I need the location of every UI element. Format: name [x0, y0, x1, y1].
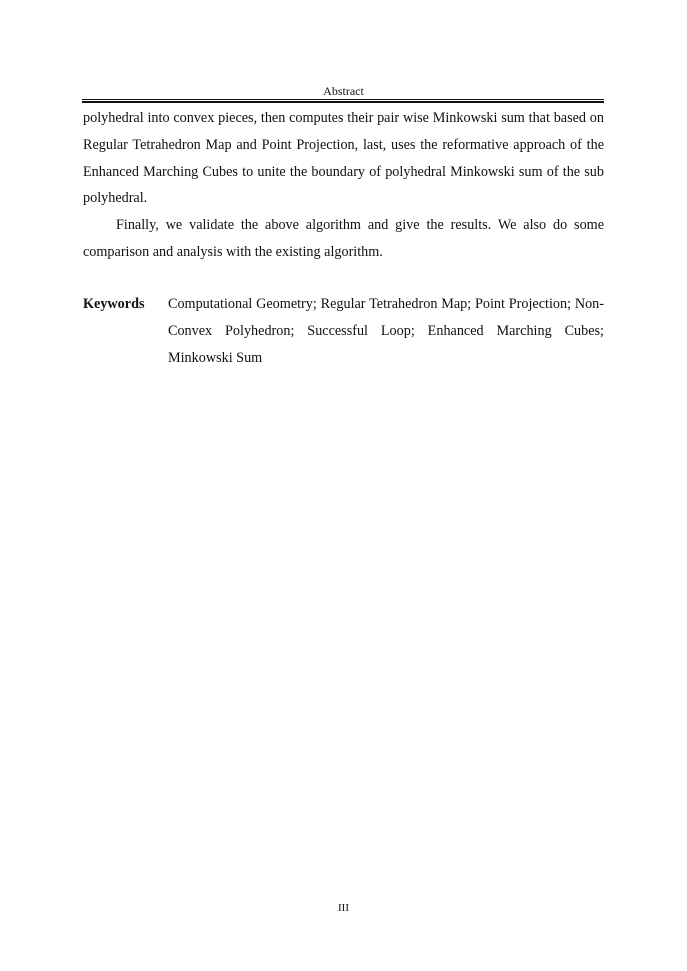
abstract-body	[83, 105, 604, 266]
header-rule-thin	[82, 99, 604, 100]
header-rule-thick	[82, 101, 604, 103]
abstract-paragraph-conclusion: Finally, we validate the above algorithm and give the results. We also do some comparison and analysis with the existing algorithm.	[83, 217, 604, 260]
running-header-title: Abstract	[323, 84, 364, 98]
keywords-section	[83, 291, 604, 372]
keywords-list: Computational Geometry; Regular Tetrahedron Map; Point Projection; Non-Convex Polyhedron; Successful Loop; Enhanced Marching Cubes; Minkowski Sum	[168, 296, 604, 366]
page-number: III	[338, 902, 349, 914]
keywords-label: Keywords	[83, 296, 145, 312]
abstract-paragraph-continued: polyhedral into convex pieces, then computes their pair wise Minkowski sum that based on Regular Tetrahedron Map and Point Projection, last, uses the reformative approach of the Enhanced Marching Cubes to unite the boundary of polyhedral Minkowski sum of the sub polyhedral.	[83, 110, 604, 207]
